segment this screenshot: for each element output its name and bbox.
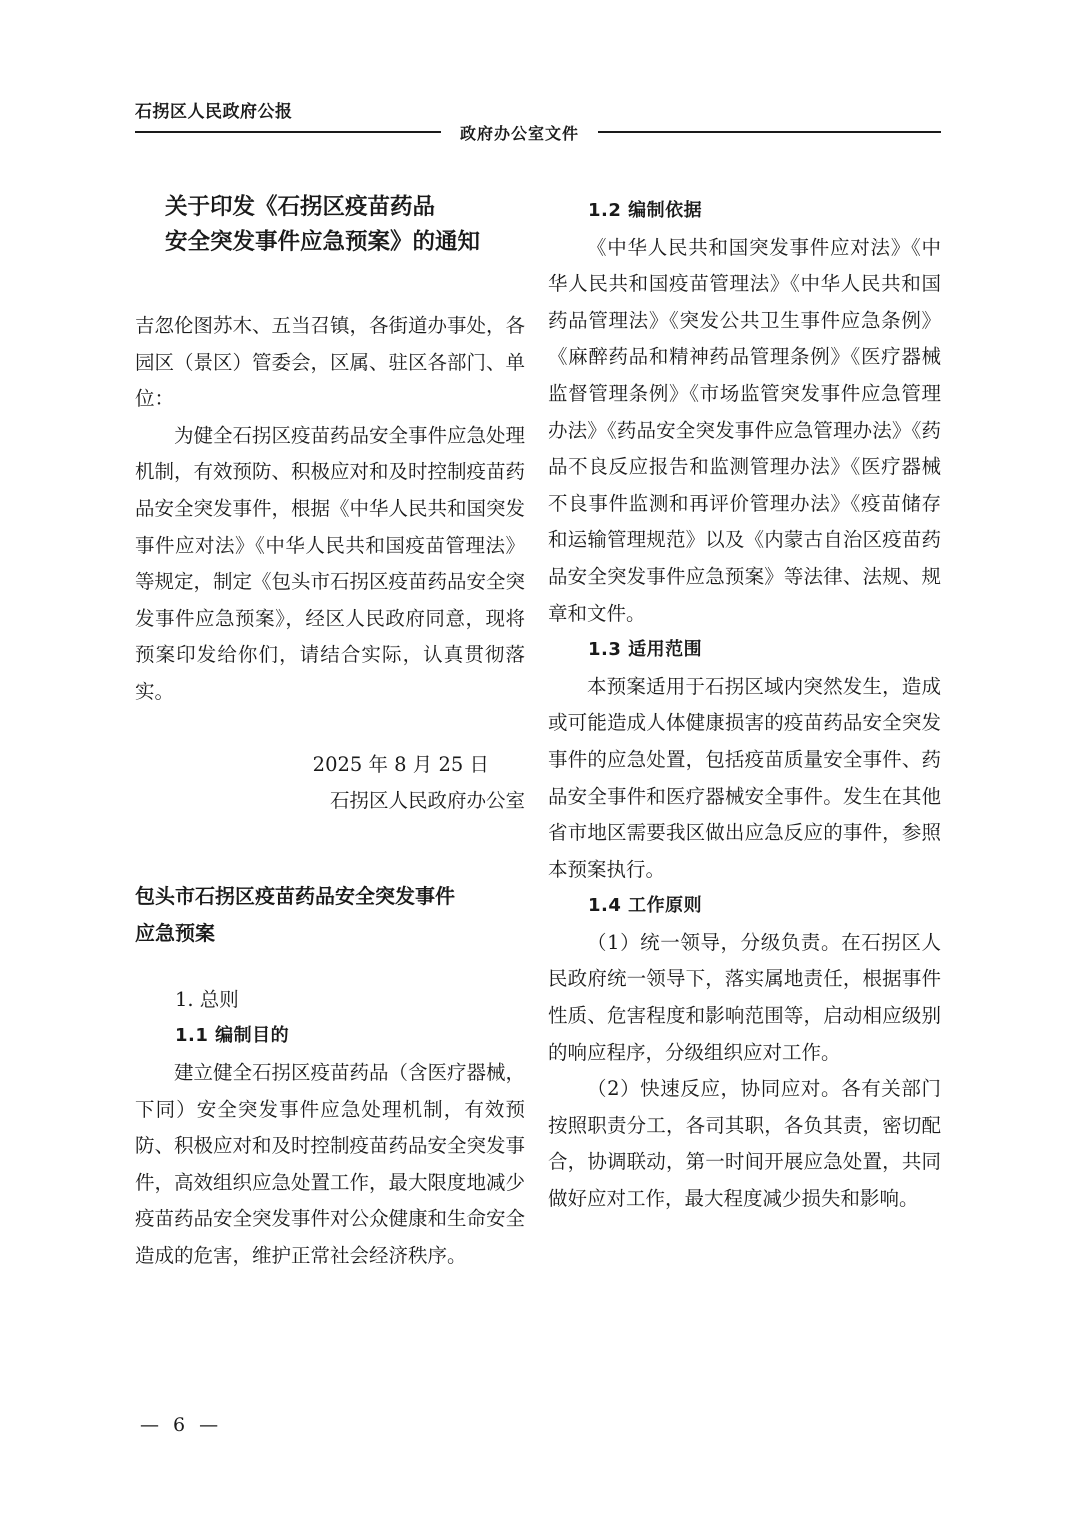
- section-1-heading: 1. 总则: [175, 987, 239, 1011]
- section-1-3-heading: 1.3 适用范围: [588, 639, 703, 661]
- section-1-4-principle-1: （1）统一领导，分级负责。在石拐区人民政府统一领导下，落实属地责任，根据事件性质、危害程度和影响范围等，启动相应级别的响应程序，分级组织应对工作。: [548, 930, 941, 1064]
- notice-recipients: 吉忽伦图苏木、五当召镇，各街道办事处，各园区（景区）管委会，区属、驻区各部门、单位：: [135, 314, 526, 411]
- spacer: [135, 952, 525, 982]
- notice-issuer: 石拐区人民政府办公室: [329, 789, 525, 813]
- spacer: [135, 820, 525, 878]
- notice-body: 为健全石拐区疫苗药品安全事件应急处理机制，有效预防、积极应对和及时控制疫苗药品安全突发事件，根据《中华人民共和国突发事件应对法》《中华人民共和国疫苗管理法》等规定，制定《包头市石拐区疫苗药品安全突发事件应急预案》，经区人民政府同意，现将预案印发给你们，请结合实际，认真贯彻落实。: [135, 423, 526, 703]
- header-rule-right: [598, 131, 941, 133]
- section-1-1-heading: 1.1 编制目的: [175, 1025, 290, 1047]
- plan-title-line2: 应急预案: [135, 920, 215, 945]
- section-1-2-heading: 1.2 编制依据: [588, 200, 703, 221]
- header-rule-left: [135, 131, 441, 133]
- section-1-4-principle-2: （2）快速反应，协同应对。各有关部门按照职责分工，各司其职，各负其责，密切配合，协调联动，第一时间开展应急处置，共同做好应对工作，最大程度减少损失和影响。: [548, 1077, 941, 1211]
- section-label: 政府办公室文件: [459, 124, 579, 143]
- page-number: — 6 —: [140, 1414, 223, 1436]
- notice-title-line1: 关于印发《石拐区疫苗药品: [165, 194, 436, 220]
- notice-date: 2025 年 8 月 25 日: [312, 752, 489, 776]
- section-1-2-body: 《中华人民共和国突发事件应对法》《中华人民共和国疫苗管理法》《中华人民共和国药品管理法》《突发公共卫生事件应急条例》《麻醉药品和精神药品管理条例》《医疗器械监督管理条例》《市场监管突发事件应急管理办法》《药品安全突发事件应急管理办法》《药品不良反应报告和监测管理办法》《医疗器械不良事件监测和再评价管理办法》《疫苗储存和运输管理规范》以及《内蒙古自治区疫苗药品安全突发事件应急预案》等法律、法规、规章和文件。: [548, 235, 941, 625]
- right-column: [548, 193, 941, 1218]
- section-1-4-heading: 1.4 工作原则: [588, 895, 703, 917]
- spacer: [135, 260, 525, 308]
- section-1-1-body: 建立健全石拐区疫苗药品（含医疗器械，下同）安全突发事件应急处理机制，有效预防、积极应对和及时控制疫苗药品安全突发事件，高效组织应急处置工作，最大限度地减少疫苗药品安全突发事件对公众健康和生命安全造成的危害，维护正常社会经济秩序。: [135, 1060, 526, 1267]
- notice-title-line2: 安全突发事件应急预案》的通知: [165, 229, 481, 255]
- spacer: [135, 711, 525, 747]
- plan-title-line1: 包头市石拐区疫苗药品安全突发事件: [135, 883, 455, 908]
- journal-title: 石拐区人民政府公报: [135, 102, 293, 122]
- section-1-3-body: 本预案适用于石拐区域内突然发生，造成或可能造成人体健康损害的疫苗药品安全突发事件的应急处置，包括疫苗质量安全事件、药品安全事件和医疗器械安全事件。发生在其他省市地区需要我区做出应急反应的事件，参照本预案执行。: [548, 674, 941, 881]
- left-column: [135, 190, 525, 1274]
